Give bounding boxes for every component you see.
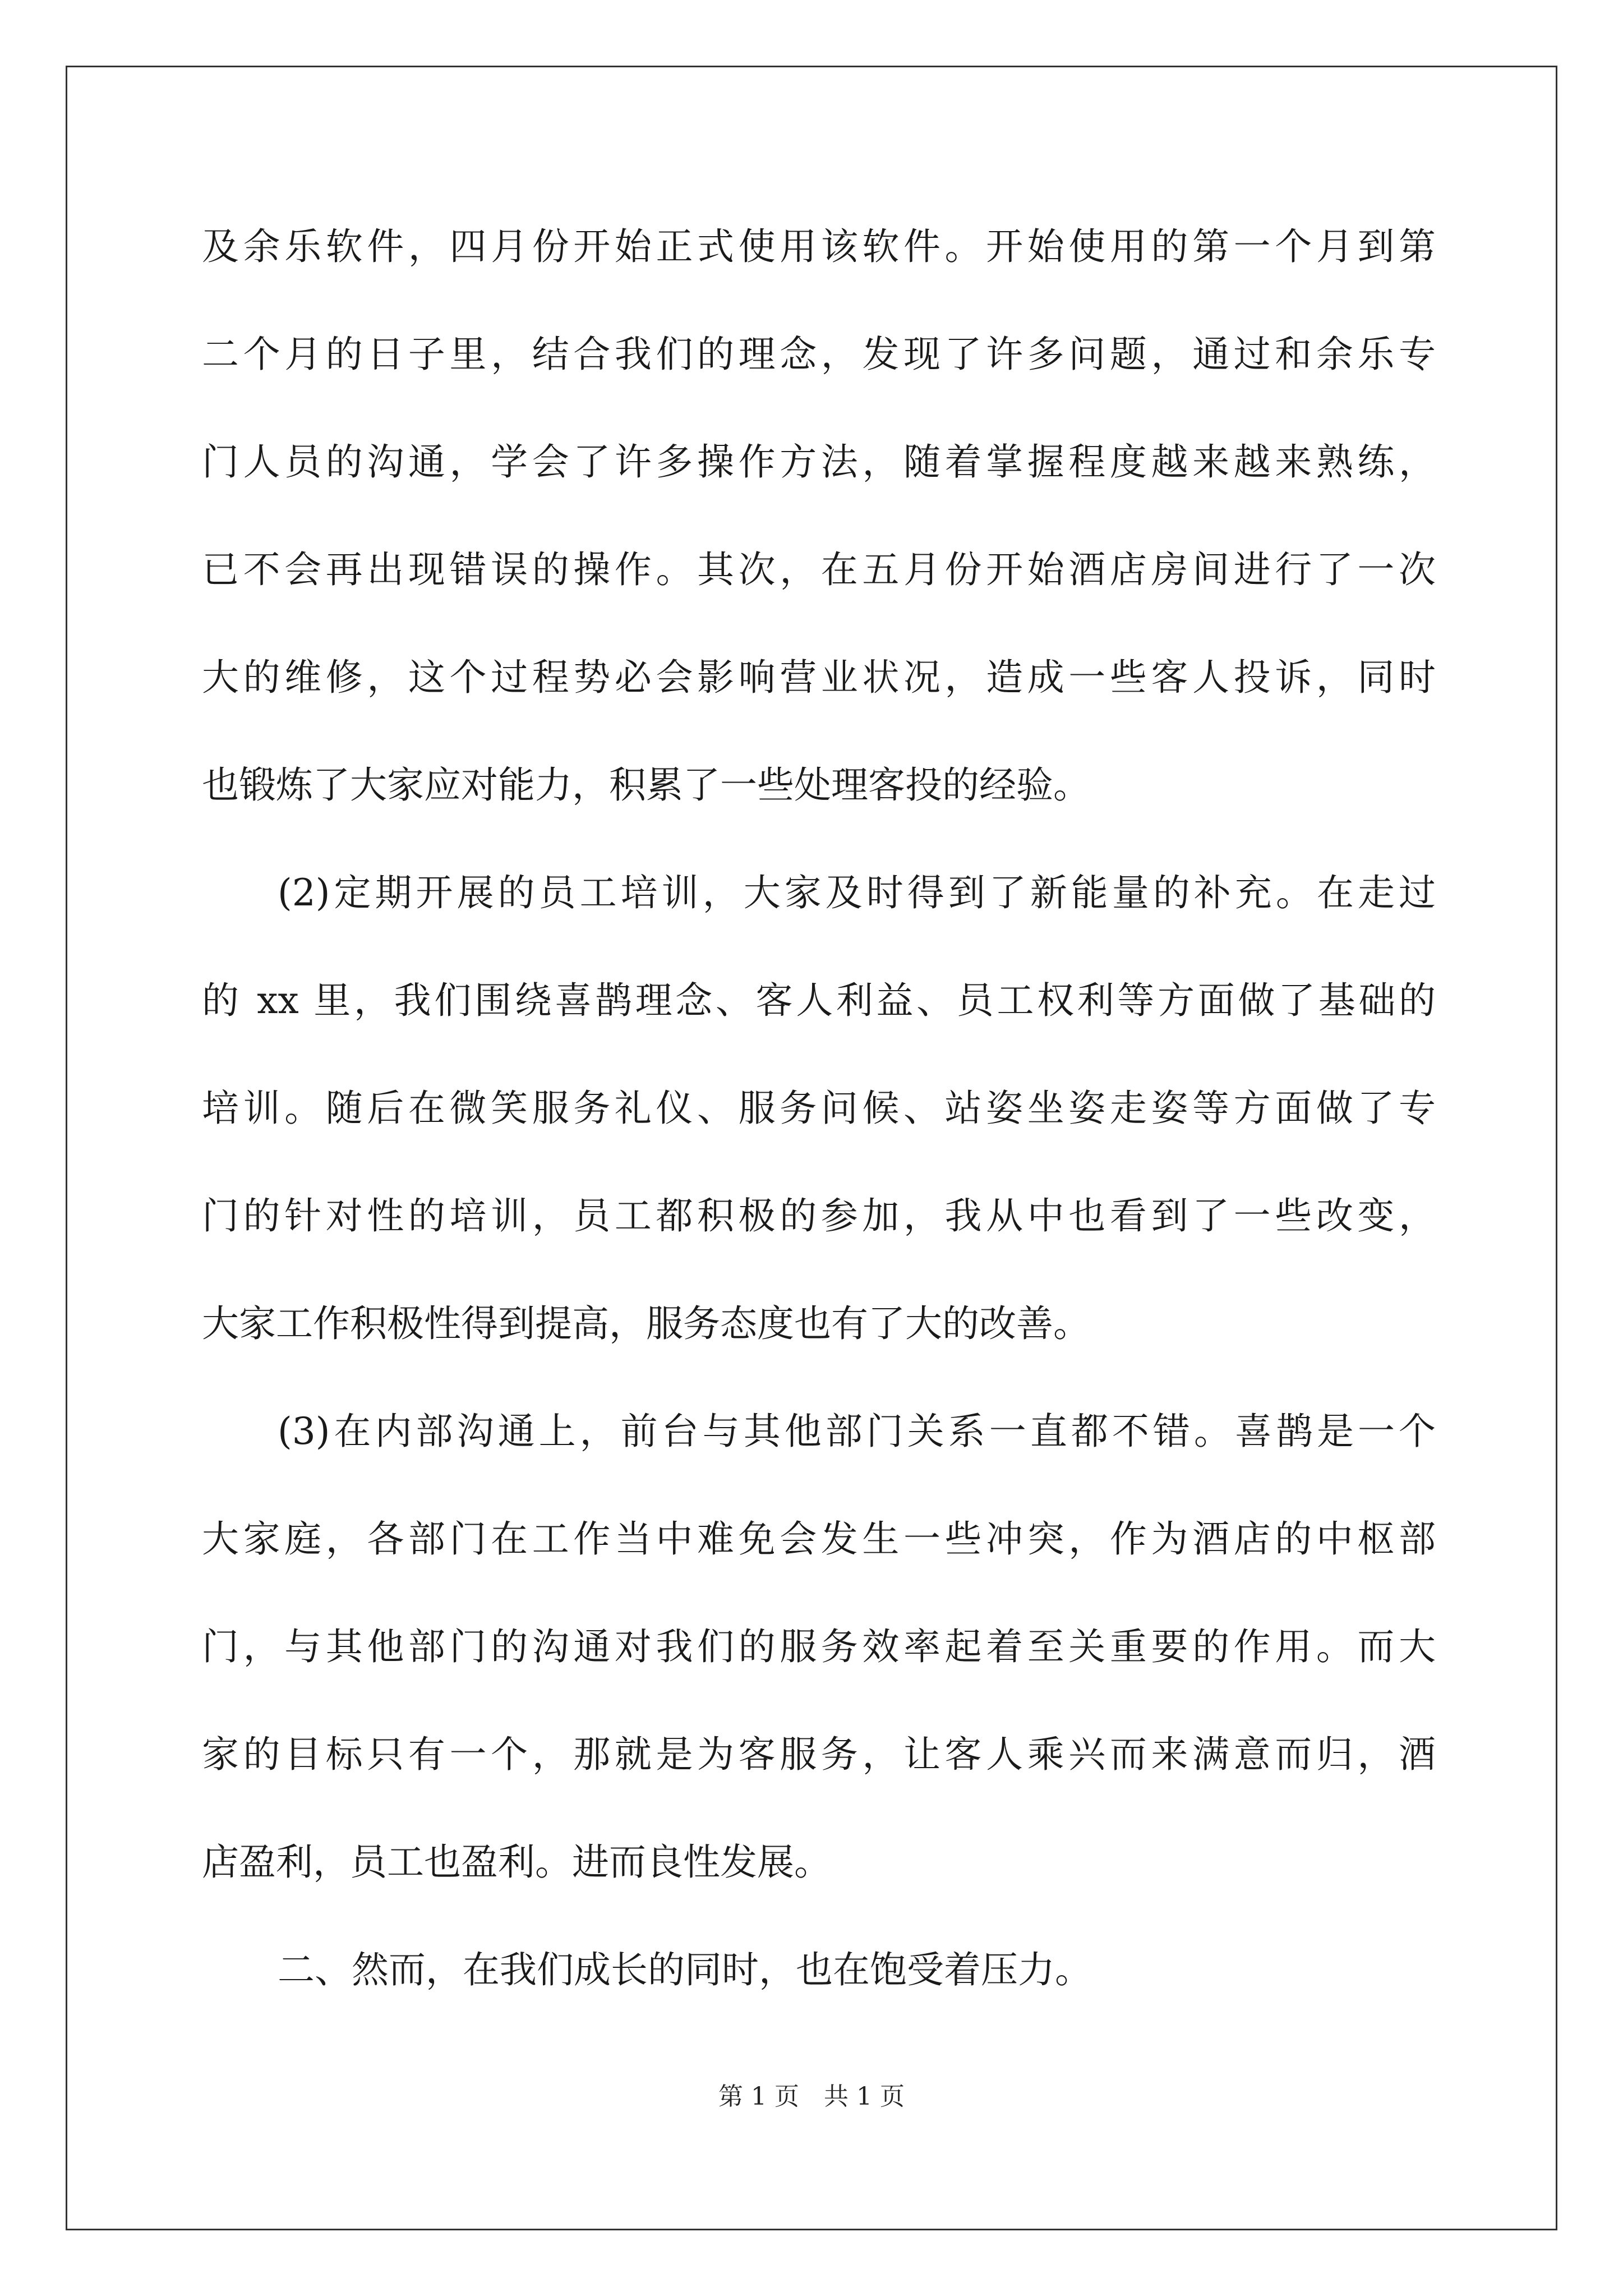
section-heading-line: 二、然而，在我们成长的同时，也在饱受着压力。 bbox=[278, 1948, 1092, 1991]
text-line: 二个月的日子里，结合我们的理念，发现了许多问题，通过和余乐专 bbox=[202, 333, 1436, 376]
text-line: 店盈利，员工也盈利。进而良性发展。 bbox=[202, 1841, 831, 1884]
text-line: 的 xx 里，我们围绕喜鹊理念、客人利益、员工权利等方面做了基础的 bbox=[202, 979, 1436, 1022]
text-line: 已不会再出现错误的操作。其次，在五月份开始酒店房间进行了一次 bbox=[202, 548, 1436, 591]
text-line: 培训。随后在微笑服务礼仪、服务问候、站姿坐姿走姿等方面做了专 bbox=[202, 1087, 1436, 1130]
text-line: 大家工作积极性得到提高，服务态度也有了大的改善。 bbox=[202, 1302, 1090, 1345]
document-body bbox=[202, 216, 1436, 2047]
text-line: 门的针对性的培训，员工都积极的参加，我从中也看到了一些改变， bbox=[202, 1194, 1436, 1237]
text-line: 家的目标只有一个，那就是为客服务，让客人乘兴而来满意而归，酒 bbox=[202, 1733, 1436, 1776]
text-line: 大的维修，这个过程势必会影响营业状况，造成一些客人投诉，同时 bbox=[202, 656, 1436, 699]
page-footer: 第 1 页 共 1 页 bbox=[718, 2082, 905, 2111]
text-line: 门人员的沟通，学会了许多操作方法，随着掌握程度越来越来熟练， bbox=[202, 440, 1436, 484]
text-line: 门，与其他部门的沟通对我们的服务效率起着至关重要的作用。而大 bbox=[202, 1625, 1436, 1668]
paragraph-start-line: (3)在内部沟通上，前台与其他部门关系一直都不错。喜鹊是一个 bbox=[278, 1410, 1436, 1453]
text-line: 也锻炼了大家应对能力，积累了一些处理客投的经验。 bbox=[202, 763, 1090, 807]
text-line: 大家庭，各部门在工作当中难免会发生一些冲突，作为酒店的中枢部 bbox=[202, 1517, 1436, 1561]
paragraph-start-line: (2)定期开展的员工培训，大家及时得到了新能量的补充。在走过 bbox=[278, 871, 1436, 914]
text-line: 及余乐软件，四月份开始正式使用该软件。开始使用的第一个月到第 bbox=[202, 225, 1436, 268]
